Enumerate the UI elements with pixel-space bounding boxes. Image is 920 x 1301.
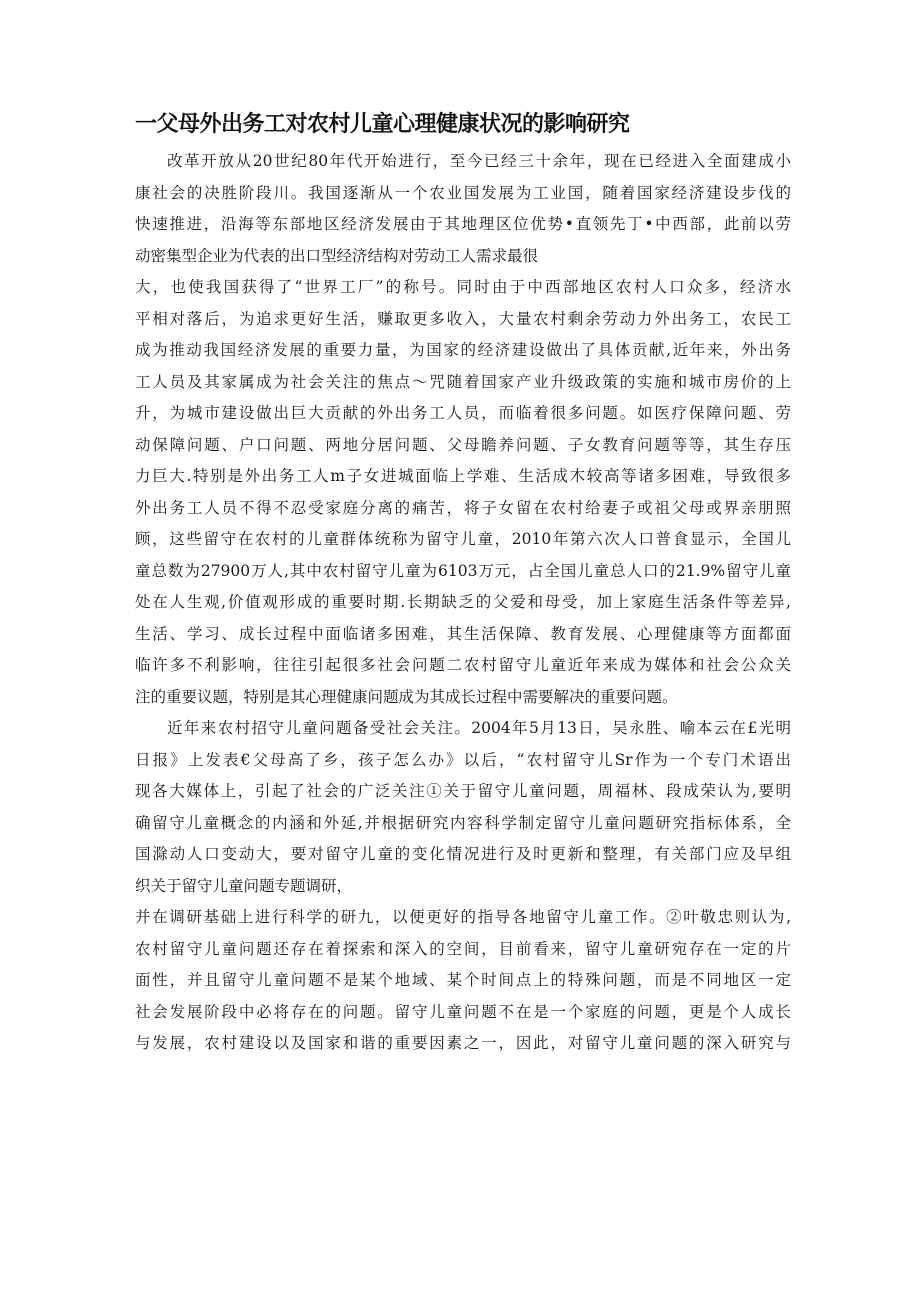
- paragraph-3-line: 国滁动人口变动大，要对留守儿童的变化情况进行及时更新和整理，有关部门应及早组: [135, 845, 791, 863]
- paragraph-3-line: 现各大媒体上，引起了社会的广泛关注①关于留守儿童问题，周福林、段成荣认为,要明: [135, 782, 791, 800]
- paragraph-3-line: 近年来农村招守儿童问题备受社会关注。2004年5月13日，吴永胜、喻本云在£光明: [167, 719, 791, 737]
- paragraph-2-line: 临许多不利影响，往往引起很多社会问题二农村留守儿童近年来成为媒体和社会公众关: [135, 656, 791, 674]
- document-body: [135, 146, 791, 1060]
- paragraph-2-line: 力巨大.特别是外出务工人m子女进城面临上学难、生活成木较高等诸多困难，导致很多: [135, 467, 791, 485]
- paragraph-2-line: 生活、学习、成长过程中面临诸多困难，其生活保障、教育发展、心理健康等方面都面: [135, 624, 791, 643]
- paragraph-2-line: 升，为城市建设做出巨大贡献的外出务工人员，而临着很多问题。如医疗保障问题、劳: [135, 404, 791, 422]
- paragraph-3-line: 日报》上发表€父母高了乡，孩子怎么办》以后，“农村留守儿Sr作为一个专门术语出: [135, 750, 791, 769]
- paragraph-4-line: 面性，并且留守儿童问题不是某个地域、某个时间点上的特殊问题，而是不同地区一定: [135, 971, 791, 989]
- paragraph-2-line: 动保障问题、户口问题、两地分居问题、父母瞻养问题、子女教育问题等等，其生存压: [135, 435, 791, 454]
- paragraph-2-line: 注的重要议题，特别是其心理健康问题成为其成长过程中需要解决的重要问题。: [135, 687, 678, 706]
- paragraph-1-line: 康社会的决胜阶段川。我国逐渐从一个农业国发展为工业国，随着国家经济建设步伐的: [135, 183, 791, 202]
- paragraph-4-line: 农村留守儿童问题还存在着探索和深入的空间，目前看来，留守儿童研宛存在一定的片: [135, 939, 791, 958]
- paragraph-2-line: 外出务工人员不得不忍受家庭分离的痛苦，将子女留在农村给妻子或祖父母或界亲朋照: [135, 498, 791, 517]
- paragraph-2-line: 工人员及其家属成为社会关注的焦点～咒随着国家产业升级政策的实施和城市房价的上: [135, 372, 791, 391]
- paragraph-2-line: 童总数为27900万人,其中农村留守儿童为6103万元，占全国儿童总人口的21.9%留守儿童: [135, 561, 791, 580]
- paragraph-3-line: 织关于留守儿童问题专题调研，: [135, 876, 353, 895]
- paragraph-2-line: 成为推动我国经济发展的重要力量，为国家的经济建设做出了具体贡献,近年来，外出务: [135, 341, 791, 359]
- paragraph-1-line: 快速推进，沿海等东部地区经济发展由于其地理区位优势•直领先丁•中西部，此前以劳: [135, 215, 791, 233]
- paragraph-2-line: 平相对落后，为追求更好生活，赚取更多收入，大量农村剩余劳动力外出务工，农民工: [135, 309, 791, 328]
- paragraph-3-line: 确留守儿童概念的内涵和外延,并根据研究内容科学制定留守儿童问题研究指标体系，全: [135, 813, 791, 832]
- paragraph-1-line: 改革开放从20世纪80年代开始进行，至今已经三十余年，现在已经进入全面建成小: [167, 152, 791, 170]
- paragraph-2-line: 大，也使我国获得了“世界工厂”的称号。同时由于中西部地区农村人口众多，经济水: [135, 278, 791, 296]
- paragraph-4-line: 与发展，农村建设以及国家和谐的重要因素之一，因此，对留守儿童问题的深入研究与: [135, 1034, 791, 1052]
- paragraph-1-line: 动密集型企业为代表的出口型经济结构对劳动工人需求最很: [135, 246, 539, 265]
- paragraph-2-line: 顾，这些留守在农村的儿童群体统称为留守儿童，2010年第六次人口普食显示，全国儿: [135, 530, 791, 548]
- paragraph-4-line: 社会发展阶段中必将存在的问题。留守儿童问题不在是一个家庭的问题，更是个人成长: [135, 1002, 791, 1021]
- paragraph-2-line: 处在人生观,价值观形成的重要时期.长期缺乏的父爱和母受，加上家庭生活条件等差异,: [135, 593, 791, 611]
- document-title: 一父母外出务工对农村儿童心理健康状况的影响研究: [135, 112, 630, 137]
- paragraph-4-line: 并在调研基础上进行科学的研九，以便更好的指导各地留守儿童工作。②叶敬忠则认为,: [135, 908, 791, 926]
